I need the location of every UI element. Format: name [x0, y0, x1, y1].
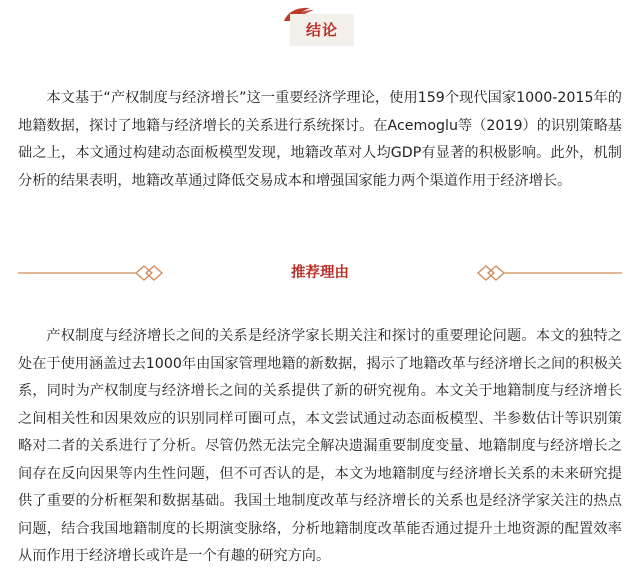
- conclusion-paragraph: 本文基于“产权制度与经济增长”这一重要经济学理论，使用159个现代国家1000-2015年的地籍数据，探讨了地籍与经济增长的关系进行系统探讨。在Acemoglu等（2019）的识别策略基础之上，本文通过构建动态面板模型发现，地籍改革对人均GDP有显著的积极影响。此外，机制分析的结果表明，地籍改革通过降低交易成本和增强国家能力两个渠道作用于经济增长。: [18, 90, 622, 189]
- recommendation-paragraph: 产权制度与经济增长之间的关系是经济学家长期关注和探讨的重要理论问题。本文的独特之处在于使用涵盖过去1000年由国家管理地籍的新数据，揭示了地籍改革与经济增长之间的积极关系，同时为产权制度与经济增长之间的关系提供了新的研究视角。本文关于地籍制度与经济增长之间相关性和因果效应的识别同样可圈可点，本文尝试通过动态面板模型、半参数估计等识别策略对二者的关系进行了分析。尽管仍然无法完全解决遗漏重要制度变量、地籍制度与经济增长之间存在反向因果等内生性问题，但不可否认的是，本文为地籍制度与经济增长关系的未来研究提供了重要的分析框架和数据基础。我国土地制度改革与经济增长的关系也是经济学家关注的热点问题，结合我国地籍制度的长期演变脉络，分析地籍制度改革能否通过提升土地资源的配置效率从而作用于经济增长或许是一个有趣的研究方向。: [18, 328, 622, 564]
- conclusion-heading: 结论: [290, 14, 354, 46]
- recommendation-heading: 推荐理由: [291, 265, 349, 281]
- diamond-left-icon: [136, 266, 162, 280]
- diamond-right-icon: [478, 266, 504, 280]
